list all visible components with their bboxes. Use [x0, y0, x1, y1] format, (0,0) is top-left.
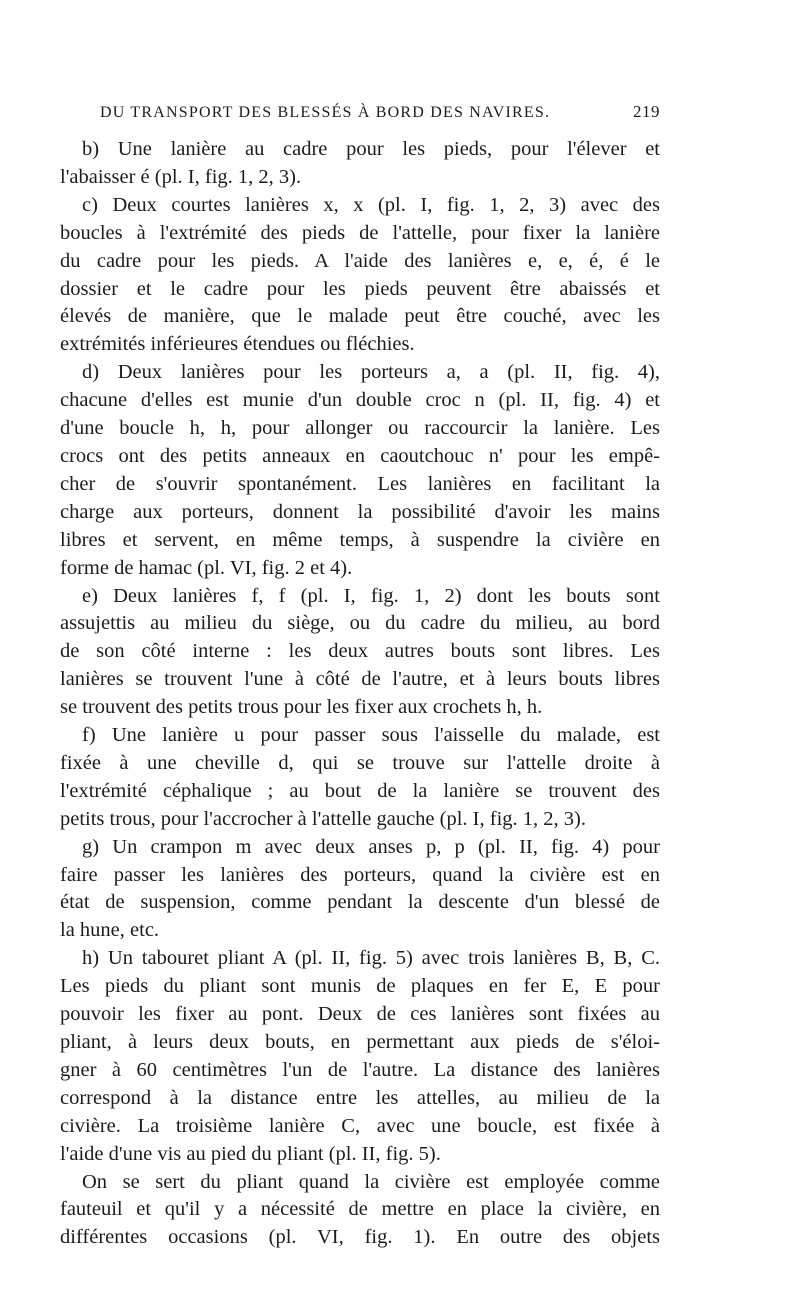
running-header	[100, 102, 660, 122]
text-line: assujettis au milieu du siège, ou du cadre du milieu, au bord	[60, 612, 660, 635]
text-line: correspond à la distance entre les attelles, au milieu de la	[60, 1086, 660, 1109]
text-line: b) Une lanière au cadre pour les pieds, pour l'élever et	[82, 138, 660, 160]
page-number: 219	[633, 102, 660, 121]
text-line: pouvoir les fixer au pont. Deux de ces lanières sont fixées au	[60, 1003, 660, 1026]
body-text	[60, 136, 660, 1252]
text-line: de son côté interne : les deux autres bouts sont libres. Les	[60, 640, 660, 663]
text-line: d'une boucle h, h, pour allonger ou raccourcir la lanière. Les	[60, 417, 660, 440]
text-line: civière. La troisième lanière C, avec une boucle, est fixée à	[60, 1114, 660, 1137]
text-line: crocs ont des petits anneaux en caoutchouc n' pour les empê-	[60, 444, 660, 467]
text-line: faire passer les lanières des porteurs, quand la civière est en	[60, 863, 660, 886]
text-line: du cadre pour les pieds. A l'aide des lanières e, e, é, é le	[60, 249, 660, 272]
text-line: forme de hamac (pl. VI, fig. 2 et 4).	[60, 556, 353, 579]
text-line: dossier et le cadre pour les pieds peuvent être abaissés et	[60, 277, 660, 300]
text-line: boucles à l'extrémité des pieds de l'attelle, pour fixer la lanière	[60, 221, 660, 244]
text-line: gner à 60 centimètres l'un de l'autre. La distance des lanières	[60, 1058, 660, 1081]
text-line: charge aux porteurs, donnent la possibilité d'avoir les mains	[60, 500, 660, 523]
running-title: DU TRANSPORT DES BLESSÉS À BORD DES NAVIRES.	[100, 104, 551, 121]
text-line: c) Deux courtes lanières x, x (pl. I, fig. 1, 2, 3) avec des	[82, 193, 660, 216]
text-line: l'abaisser é (pl. I, fig. 1, 2, 3).	[60, 165, 302, 188]
text-line: fixée à une cheville d, qui se trouve sur l'attelle droite à	[60, 751, 660, 774]
text-line: g) Un crampon m avec deux anses p, p (pl. II, fig. 4) pour	[82, 835, 660, 858]
text-line: petits trous, pour l'accrocher à l'attelle gauche (pl. I, fig. 1, 2, 3).	[60, 807, 586, 830]
text-line: l'aide d'une vis au pied du pliant (pl. II, fig. 5).	[60, 1142, 441, 1165]
text-line: élevés de manière, que le malade peut être couché, avec les	[60, 305, 660, 328]
text-line: Les pieds du pliant sont munis de plaques en fer E, E pour	[60, 975, 660, 998]
text-line: h) Un tabouret pliant A (pl. II, fig. 5) avec trois lanières B, B, C.	[82, 947, 660, 970]
text-line: e) Deux lanières f, f (pl. I, fig. 1, 2) dont les bouts sont	[82, 584, 660, 607]
text-line: différentes occasions (pl. VI, fig. 1). En outre des objets	[60, 1226, 660, 1249]
text-line: se trouvent des petits trous pour les fixer aux crochets h, h.	[60, 696, 543, 719]
text-line: pliant, à leurs deux bouts, en permettant aux pieds de s'éloi-	[60, 1031, 660, 1053]
text-line: état de suspension, comme pendant la descente d'un blessé de	[60, 891, 660, 914]
text-line: cher de s'ouvrir spontanément. Les lanières en facilitant la	[60, 472, 660, 495]
text-line: chacune d'elles est munie d'un double croc n (pl. II, fig. 4) et	[60, 389, 660, 412]
text-line: d) Deux lanières pour les porteurs a, a (pl. II, fig. 4),	[82, 361, 660, 384]
text-line: On se sert du pliant quand la civière est employée comme	[82, 1170, 660, 1193]
text-line: extrémités inférieures étendues ou fléchies.	[60, 333, 415, 356]
text-line: f) Une lanière u pour passer sous l'aisselle du malade, est	[82, 724, 660, 747]
text-line: l'extrémité céphalique ; au bout de la lanière se trouvent des	[60, 779, 660, 802]
text-line: lanières se trouvent l'une à côté de l'autre, et à leurs bouts libres	[60, 668, 660, 691]
text-line: libres et servent, en même temps, à suspendre la civière en	[60, 528, 660, 551]
text-line: fauteuil et qu'il y a nécessité de mettre en place la civière, en	[60, 1198, 660, 1221]
book-page	[60, 102, 660, 1252]
text-line: la hune, etc.	[60, 919, 160, 942]
